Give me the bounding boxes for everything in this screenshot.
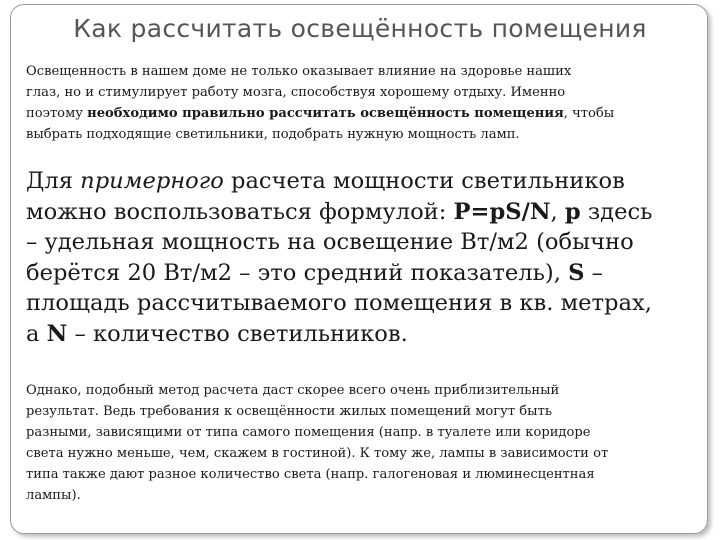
formula-line bbox=[26, 319, 706, 350]
formula-expression: P=pS/N bbox=[453, 198, 551, 225]
outro-line: типа также дают разное количество света (напр. галогеновая и люминесцентная bbox=[26, 467, 595, 482]
outro-paragraph bbox=[26, 380, 706, 506]
formula-line bbox=[26, 258, 706, 289]
formula-text: Для bbox=[26, 168, 81, 194]
formula-variable-s: S bbox=[568, 259, 585, 286]
formula-paragraph bbox=[26, 166, 706, 349]
formula-text: – количество светильников. bbox=[67, 320, 408, 347]
formula-italic: примерного bbox=[80, 168, 224, 194]
intro-text: поэтому bbox=[26, 106, 88, 121]
intro-text: , чтобы bbox=[563, 106, 615, 121]
formula-text: – bbox=[584, 259, 603, 286]
formula-line: – удельная мощность на освещение Вт/м2 (обычно bbox=[26, 229, 634, 255]
formula-text: расчета мощности светильников bbox=[223, 168, 625, 194]
slide-title: Как рассчитать освещённость помещения bbox=[73, 14, 647, 43]
outro-line: света нужно меньше, чем, скажем в гостиной). К тому же, лампы в зависимости от bbox=[26, 446, 609, 461]
formula-text: , bbox=[550, 198, 565, 225]
outro-line: результат. Ведь требования к освещённости жилых помещений могут быть bbox=[26, 404, 552, 419]
outro-line: лампы). bbox=[26, 488, 81, 503]
intro-emphasis: необходимо правильно рассчитать освещённость помещения bbox=[87, 106, 564, 121]
intro-paragraph bbox=[26, 61, 706, 145]
formula-text: можно воспользоваться формулой: bbox=[26, 198, 454, 225]
outro-line: Однако, подобный метод расчета даст скорее всего очень приблизительный bbox=[26, 383, 560, 398]
formula-text: берётся 20 Вт/м2 – это средний показатель), bbox=[26, 259, 569, 286]
intro-line: выбрать подходящие светильники, подобрать нужную мощность ламп. bbox=[26, 127, 520, 142]
formula-line: площадь рассчитываемого помещения в кв. метрах, bbox=[26, 290, 652, 316]
formula-line bbox=[26, 197, 706, 228]
formula-variable-n: N bbox=[46, 320, 68, 347]
formula-line bbox=[26, 166, 706, 197]
formula-text: здесь bbox=[580, 198, 653, 225]
formula-text: а bbox=[26, 320, 47, 347]
outro-line: разными, зависящими от типа самого помещения (напр. в туалете или коридоре bbox=[26, 425, 591, 440]
intro-line: Освещенность в нашем доме не только оказывает влияние на здоровье наших bbox=[26, 64, 572, 79]
intro-line bbox=[26, 103, 706, 124]
formula-variable-p: p bbox=[564, 198, 581, 225]
intro-line: глаз, но и стимулирует работу мозга, способствуя хорошему отдыху. Именно bbox=[26, 85, 566, 100]
